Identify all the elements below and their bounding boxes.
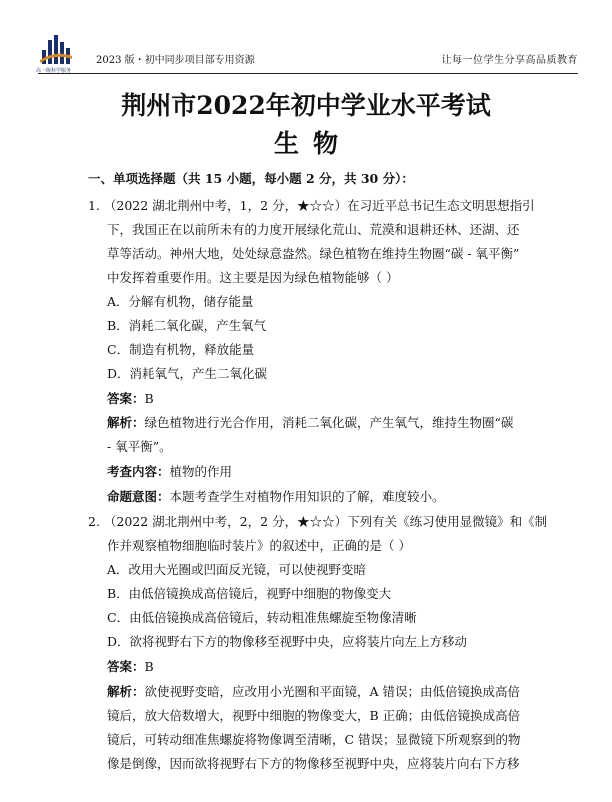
- q2-analysis-line: 镜后，放大倍数增大，视野中细胞的物像变大，B 正确；由低倍镜换成高倍: [107, 708, 521, 723]
- q1-answer-value: B: [144, 391, 154, 406]
- subject-title: 生物: [273, 129, 352, 158]
- q2-analysis: [107, 682, 520, 700]
- header-right-slogan: 让每一位学生分享高品质教育: [441, 55, 578, 66]
- q1-analysis-line: - 氧平衡”。: [107, 439, 172, 454]
- header-left-text: 2023 版・初中同步项目部专用资源: [96, 55, 255, 66]
- q1-stem-line: 中发挥着重要作用。这主要是因为绿色植物能够（ ）: [107, 270, 399, 285]
- q2-analysis-label: 解析：: [107, 684, 145, 699]
- q1-answer: [107, 389, 154, 407]
- q2-stem-line: 2. （2022 湖北荆州中考，2，2 分，★☆☆）下列有关《练习使用显微镜》和《制: [88, 514, 548, 529]
- q2-option-d: D．欲将视野右下方的物像移至视野中央，应将装片向左上方移动: [107, 634, 468, 649]
- q1-option-c: C．制造有机物，释放能量: [107, 342, 255, 357]
- q1-intent: [107, 487, 445, 505]
- q2-option-c: C．由低倍镜换成高倍镜后，转动粗准焦螺旋至物像清晰: [107, 610, 417, 625]
- logo-text: 高一级科学服务: [36, 68, 72, 74]
- q2-option-a: A．改用大光圈或凹面反光镜，可以使视野变暗: [107, 562, 367, 577]
- section-heading: 一、单项选择题（共 15 小题，每小题 2 分，共 30 分）：: [88, 171, 414, 186]
- q1-analysis: [107, 413, 513, 431]
- q1-option-a: A．分解有机物，储存能量: [107, 294, 254, 309]
- page-title: 荆州市2022年初中学业水平考试: [121, 91, 491, 120]
- q2-analysis-line: 像是倒像，因而欲将视野右下方的物像移至视野中央，应将装片向右下方移: [107, 756, 520, 771]
- q1-content-text: 植物的作用: [169, 464, 233, 479]
- q1-analysis-label: 解析：: [107, 415, 145, 430]
- q1-intent-text: 本题考查学生对植物作用知识的了解，难度较小。: [169, 489, 445, 504]
- q2-analysis-line: 镜后，可转动细准焦螺旋将物像调至清晰，C 错误；显微镜下所观察到的物: [107, 732, 521, 747]
- q1-stem-line: 草等活动。神州大地，处处绿意盎然。绿色植物在维持生物圈“碳 - 氧平衡”: [107, 246, 520, 261]
- q2-answer-label: 答案：: [107, 659, 145, 674]
- q2-stem-line: 作并观察植物细胞临时装片》的叙述中，正确的是（ ）: [107, 538, 411, 553]
- q1-option-d: D．消耗氧气，产生二氧化碳: [107, 366, 268, 381]
- q1-intent-label: 命题意图：: [107, 489, 170, 504]
- q1-content: [107, 462, 232, 480]
- q1-option-b: B．消耗二氧化碳，产生氧气: [107, 318, 267, 333]
- q1-stem-line: 1. （2022 湖北荆州中考，1，2 分，★☆☆）在习近平总书记生态文明思想指引: [88, 198, 535, 213]
- q2-option-b: B．由低倍镜换成高倍镜后，视野中细胞的物像变大: [107, 586, 392, 601]
- q2-analysis-text: 欲使视野变暗，应改用小光圈和平面镜，A 错误；由低倍镜换成高倍: [144, 684, 521, 699]
- q1-answer-label: 答案：: [107, 391, 145, 406]
- q1-content-label: 考查内容：: [107, 464, 170, 479]
- q1-analysis-text: 绿色植物进行光合作用，消耗二氧化碳，产生氧气，维持生物圈“碳: [144, 415, 514, 430]
- q1-stem-line: 下，我国正在以前所未有的力度开展绿化荒山、荒漠和退耕还林、还湖、还: [107, 222, 520, 237]
- q2-answer: [107, 657, 154, 675]
- q2-answer-value: B: [144, 659, 154, 674]
- header-divider: [38, 73, 578, 74]
